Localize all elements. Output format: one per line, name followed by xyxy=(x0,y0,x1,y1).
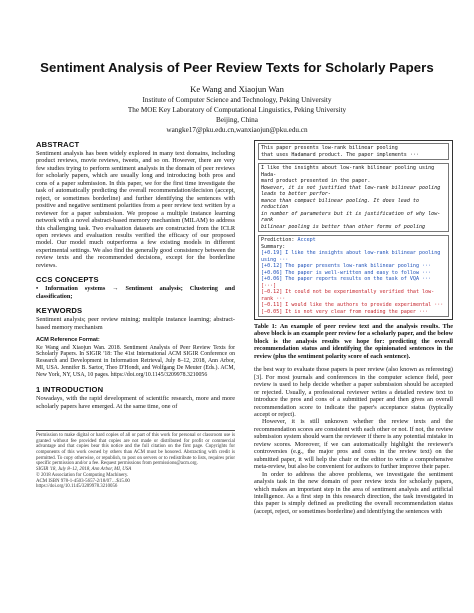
keywords-text: Sentiment analysis; peer review mining; multiple instance learning; abstract-based memory mechanism xyxy=(36,316,235,331)
figure-line: bilinear pooling is better than other forms of pooling xyxy=(261,223,426,230)
doi-line: https://doi.org/10.1145/3209978.3210056 xyxy=(36,484,118,490)
prediction-value: Accept xyxy=(297,237,316,243)
caption-text: An example of peer review text and the analysis results. The above block is an example peer review for a scholarly paper, and the below block is the analysis results we hope for: predicting the overall recommendation status and identifying the opinionated sentences in the review (plus the sentiment polarity score of each sentence). xyxy=(254,323,454,360)
acm-reference-label: ACM Reference Format: xyxy=(36,337,100,344)
ccs-concepts: • Information systems → Sentiment analysis; Clustering and classification; xyxy=(36,285,235,300)
figure-line: mance than compact bilinear pooling. It does lead to reduction xyxy=(261,197,420,210)
positive-sentence: [+0.06] The paper reports results on the task of VQA ··· xyxy=(261,276,432,282)
intro-heading: 1 INTRODUCTION xyxy=(36,385,104,395)
abstract-text: Sentiment analysis has been widely explored in many text domains, including product reviews, movie reviews, tweets, and so on. However, there are very few studies trying to perform sentiment analysis in the domain of peer reviews for scholarly papers, which are usually long and introducing both pros and cons of a paper submission. In this paper, we for the first time investigate the task of automatically predicting the overall recommendation/decision (accept, reject, or sometimes borderline) and further identifying the sentences with positive and negative sentiment polarities from a peer review text written by a reviewer for a paper submission. We propose a multiple instance learning network with a novel abstract-based memory mechanism (MILAM) to address this challenging task. Two evaluation datasets are constructed from the ICLR open reviews and evaluation results verified the efficacy of our proposed model. Our model much outperforms a few existing models in different experimental settings. We also find the generally good consistency between the review texts and the recommended decisions, except for the borderline reviews. xyxy=(36,150,235,269)
negative-sentence: [−0.11] I would like the authors to provide experimental ··· xyxy=(261,302,444,308)
author-emails: wangke17@pku.edu.cn,wanxiaojun@pku.edu.cn xyxy=(166,126,308,134)
copyright-footnote xyxy=(36,430,235,490)
figure-line: in number of parameters but it is justification of why low-rank xyxy=(261,210,441,223)
keywords-heading: KEYWORDS xyxy=(36,306,83,316)
right-body xyxy=(254,366,453,515)
body-paragraph-3: In order to address the above problems, we investigate the sentiment analysis task in the new domain of peer review texts for scholarly papers, which makes an important step in the area of sentiment analysis and artificial intelligence. As a first step in this research direction, the task investigated in this paper is simply defined as predicting the overall recommendation status (accept, reject, or sometimes borderline) and identifying the sentences with xyxy=(254,470,453,515)
figure-line: However, it is not justified that low-rank bilinear pooling leads to better perfor- xyxy=(261,184,441,197)
review-snippet-top xyxy=(258,143,449,160)
author-block xyxy=(0,84,474,135)
positive-sentence: [+0.19] I like the insights about low-rank bilinear pooling using ··· xyxy=(261,250,441,263)
figure-line: mard product presented in the paper. xyxy=(261,178,371,184)
right-column xyxy=(254,140,453,515)
acm-reference-text: Ke Wang and Xiaojun Wan. 2018. Sentiment Analysis of Peer Review Texts for Scholarly Papers. In SIGIR '18: The 41st International ACM SIGIR Conference on Research and Development in Information Retrieval, July 8–12, 2018, Ann Arbor, MI, USA. Jennifer B. Sartor, Theo D'Hondt, and Wolfgang De Meuter (Eds.). ACM, New York, NY, USA, 10 pages. https://doi.org/10.1145/3209978.3210056 xyxy=(36,344,235,379)
negative-sentence: [−0.12] It could not be experimentally verified that low-rank ··· xyxy=(261,289,435,302)
permission-notice: Permission to make digital or hard copies of all or part of this work for personal or classroom use is granted without fee provided that copies are not made or distributed for profit or commercial advantage and that copies bear this notice and the full citation on the first page. Copyrights for components of this work owned by others than ACM must be honored. Abstracting with credit is permitted. To copy otherwise, or republish, to post on servers or to redistribute to lists, requires prior specific permission and/or a fee. Request permissions from permissions@acm.org. xyxy=(36,432,235,467)
ccs-heading: CCS CONCEPTS xyxy=(36,275,99,285)
review-snippet-main xyxy=(258,163,449,232)
summary-label: Summary: xyxy=(261,243,286,250)
intro-text: Nowadays, with the rapid development of scientific research, more and more scholarly papers have emerged. At the same time, one of xyxy=(36,395,235,410)
body-paragraph-1: the best way to evaluate those papers is peer review (also known as refereeing) [3]. For most journals and conferences in the computer science field, peer review is used to help decide whether a paper submission should be accepted or rejected. Usually, a professional reviewer writes a detailed review text to introduce the pros and cons of a submitted paper and then gives an overall recommendation score to indicate the paper's acceptance status (typically accept or reject). xyxy=(254,366,453,418)
isbn-line: ACM ISBN 978-1-4503-5657-2/18/07…$15.00 xyxy=(36,478,130,484)
author-names: Ke Wang and Xiaojun Wan xyxy=(190,84,284,94)
ellipsis-sentence: [···] xyxy=(261,282,277,289)
negative-sentence: [−0.05] It is not very clear from reading the paper ··· xyxy=(261,308,429,315)
figure-line: I like the insights about low-rank bilinear pooling using Hada- xyxy=(261,165,435,178)
left-column xyxy=(36,140,235,490)
abstract-heading: ABSTRACT xyxy=(36,140,80,149)
table-caption xyxy=(254,323,453,360)
body-paragraph-2: However, it is still unknown whether the review texts and the recommendation scores are consistent with each other or not. If not, the review submission system should warn the reviewer if there is any potential mistake in review scores. Moreover, if we can automatically highlight the reviewer's controversies (e.g., the major pros and cons in the review text) on the submitted paper, it will help the chair or the editor to write a comprehensive meta-review, but also be convenient for authors to further improve their paper. xyxy=(254,418,453,471)
copyright-line: © 2018 Association for Computing Machinery. xyxy=(36,472,129,478)
acm-reference xyxy=(36,337,235,379)
positive-sentence: [+0.06] The paper is well-written and easy to follow ··· xyxy=(261,269,432,276)
affiliation-line-1: Institute of Computer Science and Technology, Peking University xyxy=(142,96,332,104)
prediction-label: Prediction: xyxy=(261,237,295,243)
figure-line: that uses Hadamard product. The paper implements ··· xyxy=(261,151,420,158)
affiliation-line-2: The MOE Key Laboratory of Computational Linguistics, Peking University xyxy=(127,106,347,114)
figure-line: This paper presents low-rank bilinear pooling xyxy=(261,145,398,151)
example-figure xyxy=(254,140,453,320)
paper-title: Sentiment Analysis of Peer Review Texts for Scholarly Papers xyxy=(40,60,434,75)
positive-sentence: [+0.12] The paper presents low-rank bilinear pooling ··· xyxy=(261,263,432,269)
affiliation-city: Beijing, China xyxy=(216,116,258,124)
analysis-result-box xyxy=(258,235,449,317)
conference-line: SIGIR '18, July 8–12, 2018, Ann Arbor, MI, USA xyxy=(36,467,132,473)
caption-label: Table 1: xyxy=(254,323,277,330)
